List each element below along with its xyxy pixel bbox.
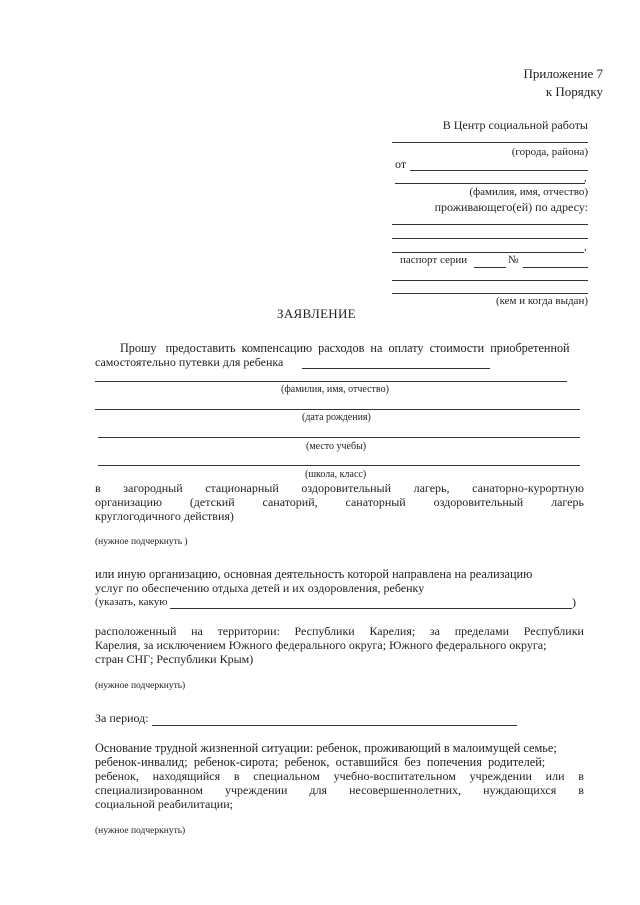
basis-line-4 <box>95 783 584 798</box>
camp-word[interactable]: лагерь <box>551 495 584 509</box>
camp-word[interactable]: организацию <box>95 495 162 509</box>
camp-word[interactable]: санаторно-курортную <box>472 481 584 495</box>
basis-word[interactable]: или <box>545 769 565 783</box>
from-label: от <box>395 157 407 171</box>
camp-word[interactable]: санаторий, <box>262 495 318 509</box>
address-line-2[interactable] <box>392 238 588 239</box>
territory-line-2[interactable]: Карелия, за исключением Южного федерального округа; Южного федерального округа; <box>95 638 547 652</box>
basis-word[interactable]: учреждении <box>225 783 288 797</box>
basis-line-1[interactable]: Основание трудной жизненной ситуации: ребенок, проживающий в малоимущей семье; <box>95 741 557 755</box>
child-birth-hint: (дата рождения) <box>302 412 371 423</box>
camp-word[interactable]: (детский <box>189 495 235 509</box>
territory-line-1 <box>95 624 584 639</box>
territory-word: на <box>191 624 203 638</box>
comma-mark-2: , <box>584 241 587 253</box>
period-line[interactable] <box>152 725 517 726</box>
camp-word[interactable]: стационарный <box>205 481 279 495</box>
territory-word[interactable]: Республики <box>294 624 355 638</box>
passport-number-sign: № <box>508 254 519 266</box>
city-line[interactable] <box>392 142 588 143</box>
camp-option-line-1 <box>95 481 584 496</box>
territory-underline-hint: (нужное подчеркнуть) <box>95 681 186 691</box>
camp-word[interactable]: в <box>95 481 101 495</box>
basis-word[interactable]: находящийся <box>152 769 221 783</box>
basis-underline-hint: (нужное подчеркнуть) <box>95 826 186 836</box>
passport-issued-line-1[interactable] <box>392 280 588 281</box>
basis-word[interactable]: специальном <box>253 769 320 783</box>
passport-number-line[interactable] <box>523 267 588 268</box>
request-line-1: Прошу предоставить компенсацию расходов на оплату стоимости приобретенной <box>120 341 570 355</box>
territory-word: территории: <box>217 624 280 638</box>
child-fio-hint: (фамилия, имя, отчество) <box>281 384 389 395</box>
basis-word[interactable]: в <box>233 769 240 783</box>
camp-option-line-2 <box>95 495 584 510</box>
basis-line-5[interactable]: социальной реабилитации; <box>95 797 233 811</box>
camp-word[interactable]: оздоровительный <box>301 481 392 495</box>
basis-word[interactable]: учебно-воспитательном <box>333 769 456 783</box>
basis-word[interactable]: специализированном <box>95 783 203 797</box>
child-line-start[interactable] <box>302 368 490 369</box>
from-line-2[interactable] <box>395 183 585 184</box>
territory-word[interactable]: пределами <box>454 624 510 638</box>
applicant-fio-hint: (фамилия, имя, отчество) <box>469 186 588 198</box>
specify-label: (указать, какую <box>95 596 168 608</box>
specify-close: ) <box>572 595 576 609</box>
child-school-hint: (школа, класс) <box>305 469 367 480</box>
period-label: За период: <box>95 711 149 725</box>
city-hint: (города, района) <box>511 146 588 158</box>
passport-issued-hint: (кем и когда выдан) <box>495 295 588 307</box>
address-line-3[interactable] <box>392 252 584 253</box>
child-fio-line[interactable] <box>95 381 567 382</box>
child-birth-line[interactable] <box>95 409 580 410</box>
basis-word[interactable]: в <box>578 783 584 797</box>
child-study-hint: (место учебы) <box>306 441 367 452</box>
address-line-1[interactable] <box>392 224 588 225</box>
passport-issued-line-2[interactable] <box>392 293 588 294</box>
territory-word[interactable]: Республики <box>523 624 584 638</box>
from-line[interactable] <box>410 170 588 171</box>
territory-word[interactable]: за <box>429 624 440 638</box>
specify-line[interactable] <box>170 608 572 609</box>
territory-line-3[interactable]: стран СНГ; Республики Крым) <box>95 652 254 666</box>
residing-label: проживающего(ей) по адресу: <box>434 200 588 214</box>
basis-word[interactable]: несовершеннолетних, <box>349 783 462 797</box>
other-org-line-1[interactable]: или иную организацию, основная деятельность которой направлена на реализацию <box>95 567 533 581</box>
territory-word: расположенный <box>95 624 177 638</box>
passport-series-label: паспорт серии <box>400 254 468 266</box>
document-title: ЗАЯВЛЕНИЕ <box>277 306 356 321</box>
child-study-line[interactable] <box>98 437 580 438</box>
camp-word[interactable]: загородный <box>123 481 183 495</box>
appendix-number: Приложение 7 <box>523 66 603 81</box>
camp-option-line-3[interactable]: круглогодичного действия) <box>95 509 234 523</box>
basis-word[interactable]: нуждающихся <box>483 783 557 797</box>
camp-underline-hint: (нужное подчеркнуть ) <box>95 537 188 547</box>
comma-mark: , <box>584 172 587 184</box>
basis-word[interactable]: ребенок, <box>95 769 139 783</box>
basis-word[interactable]: учреждении <box>469 769 532 783</box>
request-line-2: самостоятельно путевки для ребенка <box>95 355 284 369</box>
other-org-line-2[interactable]: услуг по обеспечению отдыха детей и их оздоровления, ребенку <box>95 581 425 595</box>
camp-word[interactable]: санаторный <box>345 495 406 509</box>
territory-word[interactable]: Карелия; <box>369 624 416 638</box>
addressee-center: В Центр социальной работы <box>442 118 588 132</box>
basis-line-2[interactable]: ребенок-инвалид; ребенок-сирота; ребенок, оставшийся без попечения родителей; <box>95 755 546 769</box>
camp-word[interactable]: лагерь, <box>413 481 450 495</box>
basis-line-3 <box>95 769 584 784</box>
camp-word[interactable]: оздоровительный <box>433 495 524 509</box>
passport-series-line[interactable] <box>474 267 506 268</box>
child-school-line[interactable] <box>98 465 580 466</box>
appendix-order: к Порядку <box>545 84 603 99</box>
basis-word[interactable]: в <box>578 769 584 783</box>
basis-word[interactable]: для <box>309 783 328 797</box>
